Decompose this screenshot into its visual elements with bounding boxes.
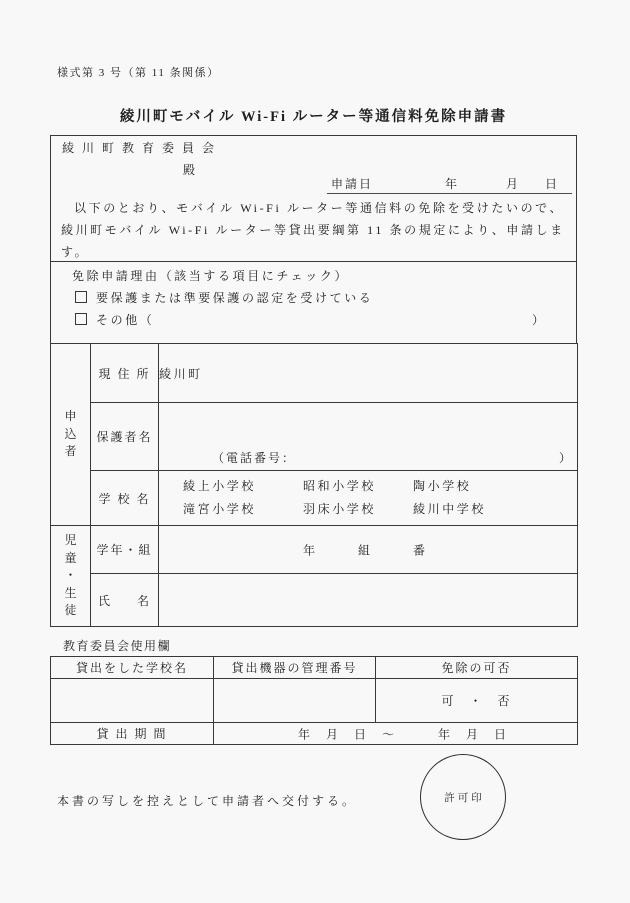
col-header-approval: 免除の可否 xyxy=(376,657,578,679)
grade-year-label: 年 xyxy=(303,543,318,557)
group-label-applicant-cell xyxy=(51,344,91,526)
checkbox-icon xyxy=(75,313,87,325)
school-option: 綾川中学校 xyxy=(413,502,487,516)
group-label-applicant: 申込者 xyxy=(64,409,77,459)
period-from-labels: 年 月 日 ～ xyxy=(298,727,397,741)
student-name-label-right: 名 xyxy=(136,593,151,608)
address-value: 綾川町 xyxy=(159,344,578,403)
school-option: 陶小学校 xyxy=(413,479,472,493)
reason-option-1-label: 要保護または準要保護の認定を受けている xyxy=(96,291,374,305)
guardian-name-label: 保護者名 xyxy=(91,403,159,471)
intro-line-3: す。 xyxy=(61,245,90,259)
approval-stamp-label: 許可印 xyxy=(444,792,485,804)
student-name-label-cell xyxy=(91,574,159,627)
phone-close-paren: ） xyxy=(559,451,574,465)
group-label-student: 児童・生徒 xyxy=(64,533,77,618)
school-option: 滝宮小学校 xyxy=(183,502,257,516)
student-name-label-left: 氏 xyxy=(98,593,113,608)
table-row xyxy=(51,526,578,574)
table-row xyxy=(51,403,578,471)
date-day-label: 日 xyxy=(545,177,560,191)
reason-option-2 xyxy=(75,311,154,328)
school-name-label: 学 校 名 xyxy=(91,471,159,526)
guardian-name-field xyxy=(159,403,578,471)
school-options-line-1 xyxy=(159,475,577,498)
address-label: 現 住 所 xyxy=(91,344,159,403)
office-use-heading: 教育委員会使用欄 xyxy=(63,639,172,653)
date-year-label: 年 xyxy=(445,177,460,191)
honorific: 殿 xyxy=(183,163,198,177)
approval-stamp-circle xyxy=(420,754,506,840)
reason-heading: 免除申請理由（該当する項目にチェック） xyxy=(72,269,350,283)
checkbox-icon xyxy=(75,291,87,303)
approval-options: 可 ・ 否 xyxy=(376,679,578,723)
table-row xyxy=(51,723,578,745)
lending-period-field xyxy=(214,723,578,745)
school-options-cell xyxy=(159,471,578,526)
table-row xyxy=(51,657,578,679)
intro-line-1: 以下のとおり、モバイル Wi-Fi ルーター等通信料の免除を受けたいので、 xyxy=(74,201,565,215)
exemption-reason-section xyxy=(51,261,576,344)
reason-option-1 xyxy=(75,289,373,306)
student-name-field xyxy=(159,574,578,627)
page-title: 綾川町モバイル Wi-Fi ルーター等通信料免除申請書 xyxy=(119,109,508,125)
form-number: 様式第 3 号（第 11 条関係） xyxy=(57,67,220,79)
lending-school-field xyxy=(51,679,214,723)
footer-note: 本書の写しを控えとして申請者へ交付する。 xyxy=(57,794,358,808)
device-number-field xyxy=(214,679,376,723)
school-option: 羽床小学校 xyxy=(303,502,377,516)
grade-class-label: 学年・組 xyxy=(91,526,159,574)
table-row xyxy=(51,679,578,723)
grade-class-field xyxy=(159,526,578,574)
col-header-lending-school: 貸出をした学校名 xyxy=(51,657,214,679)
period-to-labels: 年 月 日 xyxy=(438,727,509,741)
reason-option-2-close-paren: ） xyxy=(532,313,545,327)
table-row xyxy=(51,574,578,627)
grade-number-label: 番 xyxy=(413,543,428,557)
lending-period-label: 貸 出 期 間 xyxy=(51,723,214,745)
grade-class-unit-label: 組 xyxy=(358,543,373,557)
intro-paragraph xyxy=(61,197,571,263)
committee-name: 綾川町教育委員会 xyxy=(62,141,223,155)
intro-line-2: 綾川町モバイル Wi-Fi ルーター等貸出要綱第 11 条の規定により、申請しま xyxy=(61,223,565,237)
application-date-line xyxy=(327,176,572,194)
school-option: 昭和小学校 xyxy=(303,479,377,493)
application-header-box xyxy=(50,135,577,343)
school-options-line-2 xyxy=(159,498,577,521)
date-label: 申請日 xyxy=(331,177,374,191)
applicant-table xyxy=(50,343,578,627)
table-row xyxy=(51,471,578,526)
table-row xyxy=(51,344,578,403)
school-option: 綾上小学校 xyxy=(183,479,257,493)
phone-number-label: （電話番号： xyxy=(212,451,297,465)
date-month-label: 月 xyxy=(506,177,521,191)
group-label-student-cell xyxy=(51,526,91,627)
office-use-table xyxy=(50,656,578,745)
col-header-device-number: 貸出機器の管理番号 xyxy=(214,657,376,679)
reason-option-2-label: その他（ xyxy=(96,313,155,327)
